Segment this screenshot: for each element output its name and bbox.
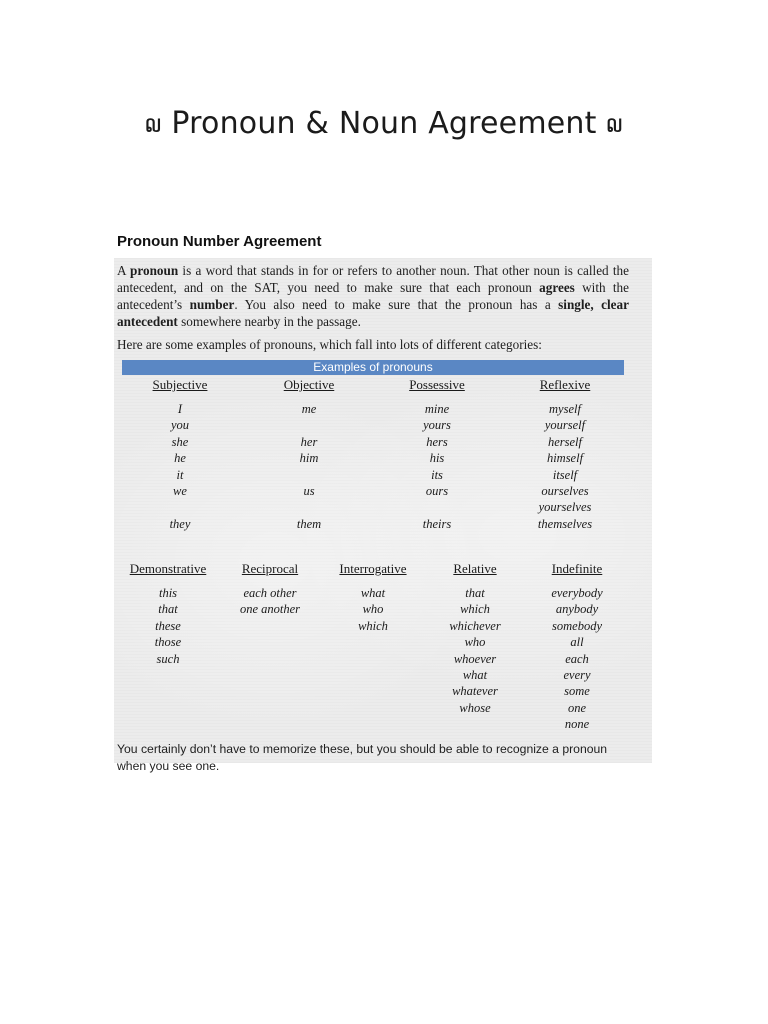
pronoun-item: she [171,434,189,449]
pronoun-item: that [465,586,485,600]
pronoun-item: yours [423,418,451,433]
pronoun-item: mine [424,402,450,416]
page-title-text: Pronoun & Noun Agreement [171,106,597,141]
pronoun-item: whichever [449,618,501,633]
pronoun-item: whatever [452,684,498,699]
column-header: Subjective [152,377,208,392]
closing-paragraph: You certainly don’t have to memorize these, but you should be able to recognize a pronoun when you see one. [117,742,608,773]
pronoun-column-reflexive [515,377,615,532]
pronoun-column-subjective [130,377,230,532]
column-header: Reflexive [539,377,591,392]
pronoun-column-relative [425,561,525,716]
pronoun-item: every [563,667,591,682]
pronoun-item: which [460,602,490,617]
pronoun-item: me [301,402,317,416]
pronoun-item: everybody [551,586,603,600]
pronoun-item [259,467,359,483]
pronoun-item: he [174,451,186,466]
pronoun-item: yourself [544,418,586,433]
intro-paragraph [117,262,629,330]
column-header: Interrogative [339,561,407,576]
pronoun-item: us [303,483,315,498]
pronoun-item: I [177,402,183,416]
page-title [0,106,768,141]
pronoun-item: you [170,418,190,433]
pronoun-item: themselves [537,516,593,531]
pronoun-item: such [156,651,180,666]
column-header: Objective [283,377,335,392]
pronoun-item: herself [547,434,583,449]
pronoun-item: itself [552,467,578,482]
section-heading: Pronoun Number Agreement [117,233,322,250]
pronoun-item [259,499,359,515]
pronoun-item: these [155,618,181,633]
pronoun-item: one another [239,602,301,617]
pronoun-item: her [300,434,318,449]
pronoun-item: who [362,602,384,617]
pronoun-item: yourselves [538,500,592,515]
column-header: Indefinite [551,561,603,576]
swirl-ornament-icon: ໙ [145,110,162,138]
pronoun-item: one [567,700,587,715]
pronoun-column-possessive [387,377,487,532]
text-run: somewhere nearby in the passage. [177,314,361,329]
pronoun-item: them [296,516,322,531]
bold-term: pronoun [130,263,179,278]
pronoun-item: his [429,451,445,466]
pronoun-item: hers [426,434,448,449]
pronoun-item [130,499,230,515]
pronoun-item: what [462,667,488,682]
column-header: Reciprocal [241,561,299,576]
pronoun-item: himself [546,451,584,466]
pronoun-item: this [158,586,178,600]
examples-intro-paragraph: Here are some examples of pronouns, which fall into lots of different categories: [117,337,542,352]
pronoun-item: whose [459,700,491,715]
pronoun-column-demonstrative [118,561,218,667]
column-header: Demonstrative [129,561,207,576]
column-header: Relative [453,561,497,576]
table-band-header: Examples of pronouns [122,360,624,375]
bold-term: single, clear antecedent [117,297,629,329]
text-run: with the antecedent’s [117,280,630,312]
text-run: is a word that stands in for or refers to another noun. That other noun is called the antecedent, and on the SAT, you need to make sure that each pronoun [117,263,630,295]
pronoun-item: him [299,451,319,466]
pronoun-item: we [173,483,187,498]
pronoun-item: who [464,635,486,650]
pronoun-item: theirs [422,516,452,531]
pronoun-item: its [431,467,443,482]
pronoun-column-objective [259,377,359,532]
bold-term: agrees [539,280,575,295]
pronoun-item: somebody [552,618,602,633]
pronoun-item [259,417,359,433]
pronoun-column-indefinite [527,561,627,733]
pronoun-item: myself [549,402,581,416]
pronoun-item: whoever [453,651,497,666]
pronoun-column-reciprocal [220,561,320,618]
pronoun-item: each [565,651,589,666]
pronoun-item: that [158,602,178,617]
pronoun-item [387,499,487,515]
pronoun-item: some [564,684,590,699]
swirl-ornament-icon: ໙ [606,110,623,138]
pronoun-item: it [176,467,184,482]
pronoun-item: all [570,635,584,650]
pronoun-item: those [154,635,182,650]
pronoun-item: what [360,586,386,600]
pronoun-item: each other [243,586,297,600]
pronoun-item: which [358,618,388,633]
pronoun-item: none [564,717,590,732]
pronoun-column-interrogative [323,561,423,634]
pronoun-item: anybody [555,602,599,617]
pronoun-item: ours [425,483,449,498]
text-run: A [117,263,131,278]
text-run: . You also need to make sure that the pronoun has a [234,297,559,312]
pronoun-item: they [169,516,191,531]
pronoun-item: ourselves [541,483,589,498]
bold-term: number [189,297,235,312]
column-header: Possessive [409,377,465,392]
